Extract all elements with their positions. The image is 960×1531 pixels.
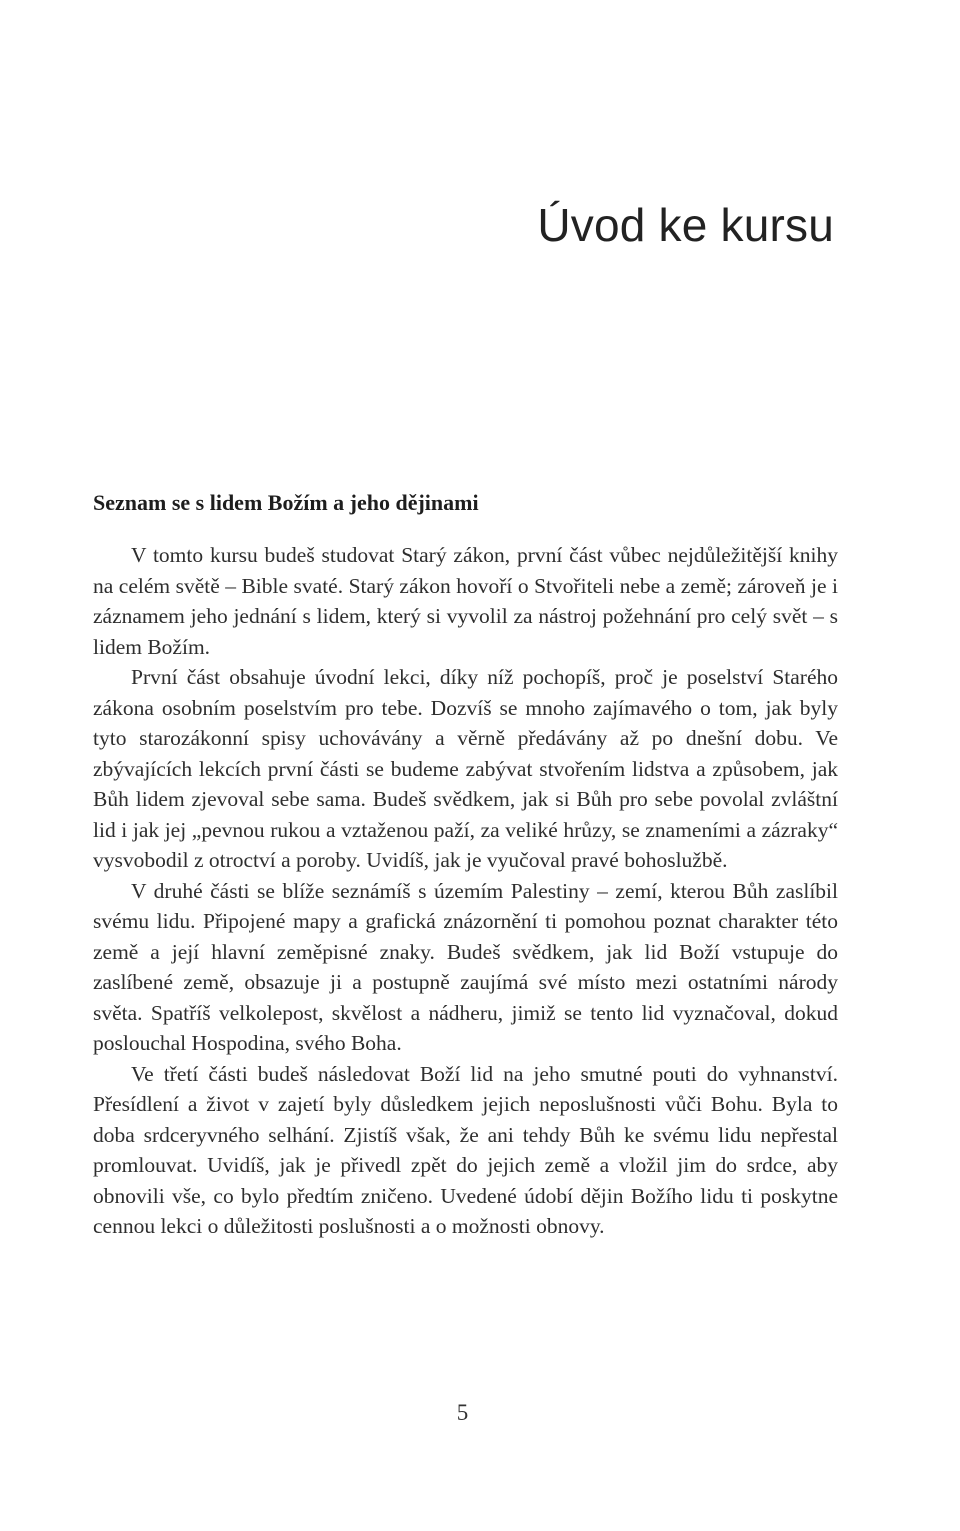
- body-text: [93, 540, 838, 1242]
- paragraph: Ve třetí části budeš následovat Boží lid na jeho smutné pouti do vyhnanství. Přesídlení a život v zajetí byly důsledkem jejich neposlušnosti vůči Bohu. Byla to doba srdceryvného selhání. Zjistíš však, že ani tehdy Bůh ke svému lidu nepřestal promlouvat. Uvidíš, jak je přivedl zpět do jejich země a vložil jim do srdce, aby obnovili vše, co bylo předtím zničeno. Uvedené údobí dějin Božího lidu ti poskytne cennou lekci o důležitosti poslušnosti a o možnosti obnovy.: [93, 1061, 838, 1238]
- section-heading: Seznam se s lidem Božím a jeho dějinami: [93, 490, 479, 515]
- paragraph: V tomto kursu budeš studovat Starý zákon, první část vůbec nejdůležitější knihy na celém světě – Bible svaté. Starý zákon hovoří o Stvořiteli nebe a země; zároveň je i záznamem jeho jednání s lidem, který si vyvolil za nástroj požehnání pro celý svět – s lidem Božím.: [93, 543, 838, 659]
- paragraph: V druhé části se blíže seznámíš s územím Palestiny – zemí, kterou Bůh zaslíbil svému lidu. Připojené mapy a grafická znázornění ti pomohou poznat charakter této země a její hlavní zeměpisné znaky. Budeš svědkem, jak lid Boží vstupuje do zaslíbené země, obsazuje ji a postupně zaujímá své místo mezi ostatními národy světa. Spatříš velkolepost, skvělost a nádheru, jimiž se tento lid vyznačoval, dokud poslouchal Hospodina, svého Boha.: [93, 878, 838, 1055]
- paragraph: První část obsahuje úvodní lekci, díky níž pochopíš, proč je poselství Starého zákona osobním poselstvím pro tebe. Dozvíš se mnoho zajímavého o tom, jak byly tyto starozákonní spisy uchovávány a věrně předávány až po dnešní dobu. Ve zbývajících lekcích první části se budeme zabývat stvořením lidstva a způsobem, jak Bůh lidem zjevoval sebe sama. Budeš svědkem, jak si Bůh pro sebe povolal zvláštní lid i jak jej „pevnou rukou a vztaženou paží, za veliké hrůzy, se znameními a zázraky“ vysvobodil z otroctví a poroby. Uvidíš, jak je vyučoval pravé bohoslužbě.: [93, 665, 838, 872]
- chapter-title: Úvod ke kursu: [537, 199, 834, 251]
- page-number: 5: [456, 1400, 469, 1425]
